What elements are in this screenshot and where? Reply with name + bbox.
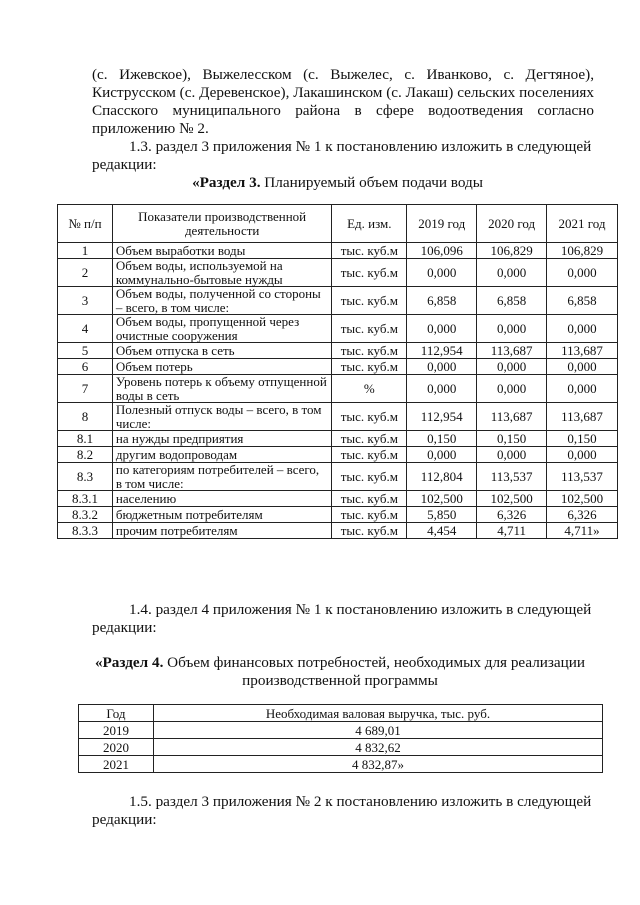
row-num: 5 — [58, 343, 113, 359]
row-2019: 6,858 — [407, 287, 477, 315]
row-2021: 113,687 — [547, 403, 618, 431]
row-2020: 0,150 — [477, 431, 547, 447]
row-2019: 0,150 — [407, 431, 477, 447]
row-unit: тыс. куб.м — [332, 359, 407, 375]
table-row — [58, 359, 618, 375]
row-unit: тыс. куб.м — [332, 431, 407, 447]
table-row — [58, 523, 618, 539]
row-unit: тыс. куб.м — [332, 243, 407, 259]
table-row — [79, 722, 603, 739]
row-indicator: бюджетным потребителям — [112, 507, 332, 523]
row-unit: тыс. куб.м — [332, 315, 407, 343]
row-2021: 0,150 — [547, 431, 618, 447]
row-num: 8.2 — [58, 447, 113, 463]
table-row — [58, 259, 618, 287]
row-unit: тыс. куб.м — [332, 403, 407, 431]
row-2021: 6,326 — [547, 507, 618, 523]
row-unit: тыс. куб.м — [332, 447, 407, 463]
row-2019: 0,000 — [407, 359, 477, 375]
row-2019: 112,954 — [407, 343, 477, 359]
row-revenue: 4 689,01 — [153, 722, 602, 739]
intro-line-3: Спасского муниципального района в сфере водоотведения согласно — [92, 102, 594, 119]
col-header-unit: Ед. изм. — [332, 205, 407, 243]
row-2021: 102,500 — [547, 491, 618, 507]
row-2019: 4,454 — [407, 523, 477, 539]
item-1-4-line-1: 1.4. раздел 4 приложения № 1 к постановлению изложить в следующей — [129, 601, 592, 618]
row-2019: 112,954 — [407, 403, 477, 431]
row-2020: 6,326 — [477, 507, 547, 523]
row-2020: 113,687 — [477, 403, 547, 431]
row-indicator: Полезный отпуск воды – всего, в том числе: — [112, 403, 332, 431]
row-revenue: 4 832,62 — [153, 739, 602, 756]
row-indicator: Объем воды, полученной со стороны – всего, в том числе: — [112, 287, 332, 315]
row-2019: 106,096 — [407, 243, 477, 259]
section-3-heading — [57, 174, 618, 192]
intro-line-1: (с. Ижевское), Выжелесском (с. Выжелес, с. Иванково, с. Дегтяное), — [92, 66, 594, 83]
row-2019: 0,000 — [407, 315, 477, 343]
row-2021: 0,000 — [547, 375, 618, 403]
row-2020: 0,000 — [477, 259, 547, 287]
table-row — [58, 343, 618, 359]
row-num: 8.3.1 — [58, 491, 113, 507]
row-2020: 0,000 — [477, 359, 547, 375]
row-2021: 0,000 — [547, 315, 618, 343]
col-header-year: Год — [79, 705, 154, 722]
row-revenue: 4 832,87» — [153, 756, 602, 773]
row-2020: 102,500 — [477, 491, 547, 507]
table-row — [58, 375, 618, 403]
section-4-title-line-2: производственной программы — [242, 672, 438, 689]
row-2020: 106,829 — [477, 243, 547, 259]
col-header-2019: 2019 год — [407, 205, 477, 243]
row-indicator: Объем воды, пропущенной через очистные сооружения — [112, 315, 332, 343]
table-row — [58, 243, 618, 259]
table-row — [58, 463, 618, 491]
row-indicator: Объем отпуска в сеть — [112, 343, 332, 359]
table-row — [58, 507, 618, 523]
row-unit: тыс. куб.м — [332, 259, 407, 287]
row-unit: тыс. куб.м — [332, 507, 407, 523]
row-2019: 0,000 — [407, 447, 477, 463]
table-row — [79, 756, 603, 773]
col-header-2020: 2020 год — [477, 205, 547, 243]
row-2021: 0,000 — [547, 259, 618, 287]
row-unit: тыс. куб.м — [332, 287, 407, 315]
row-indicator: Уровень потерь к объему отпущенной воды в сеть — [112, 375, 332, 403]
row-unit: тыс. куб.м — [332, 491, 407, 507]
row-indicator: на нужды предприятия — [112, 431, 332, 447]
table-row — [58, 431, 618, 447]
intro-line-4: приложению № 2. — [92, 120, 209, 137]
row-2021: 113,537 — [547, 463, 618, 491]
row-2020: 4,711 — [477, 523, 547, 539]
row-2021: 6,858 — [547, 287, 618, 315]
row-indicator: Объем потерь — [112, 359, 332, 375]
row-num: 6 — [58, 359, 113, 375]
row-year: 2019 — [79, 722, 154, 739]
row-2021: 0,000 — [547, 359, 618, 375]
col-header-revenue: Необходимая валовая выручка, тыс. руб. — [153, 705, 602, 722]
table-row — [58, 447, 618, 463]
row-2021: 106,829 — [547, 243, 618, 259]
row-year: 2020 — [79, 739, 154, 756]
row-num: 8 — [58, 403, 113, 431]
section-4-heading — [70, 654, 610, 672]
item-1-3-line-1: 1.3. раздел 3 приложения № 1 к постановлению изложить в следующей — [129, 138, 592, 155]
item-1-3-line-2: редакции: — [92, 156, 157, 173]
table-row — [58, 287, 618, 315]
row-indicator: Объем воды, используемой на коммунально-бытовые нужды — [112, 259, 332, 287]
table-row — [58, 315, 618, 343]
row-2020: 113,687 — [477, 343, 547, 359]
row-num: 2 — [58, 259, 113, 287]
item-1-4-line-2: редакции: — [92, 619, 157, 636]
row-2020: 6,858 — [477, 287, 547, 315]
row-2020: 113,537 — [477, 463, 547, 491]
row-num: 8.3.2 — [58, 507, 113, 523]
row-2019: 0,000 — [407, 375, 477, 403]
row-year: 2021 — [79, 756, 154, 773]
row-unit: тыс. куб.м — [332, 523, 407, 539]
row-2020: 0,000 — [477, 447, 547, 463]
table-row — [79, 739, 603, 756]
item-1-5-line-2: редакции: — [92, 811, 157, 828]
row-indicator: прочим потребителям — [112, 523, 332, 539]
row-unit: тыс. куб.м — [332, 343, 407, 359]
row-indicator: по категориям потребителей – всего, в том числе: — [112, 463, 332, 491]
row-2021: 113,687 — [547, 343, 618, 359]
row-indicator: другим водопроводам — [112, 447, 332, 463]
table-row — [58, 491, 618, 507]
row-num: 4 — [58, 315, 113, 343]
row-indicator: Объем выработки воды — [112, 243, 332, 259]
row-num: 8.3.3 — [58, 523, 113, 539]
row-2020: 0,000 — [477, 375, 547, 403]
row-num: 7 — [58, 375, 113, 403]
row-2019: 0,000 — [407, 259, 477, 287]
row-2020: 0,000 — [477, 315, 547, 343]
row-num: 8.1 — [58, 431, 113, 447]
row-unit: % — [332, 375, 407, 403]
table-row — [58, 403, 618, 431]
row-2019: 112,804 — [407, 463, 477, 491]
section-4-title-line-1: Объем финансовых потребностей, необходимых для реализации — [167, 654, 586, 671]
col-header-2021: 2021 год — [547, 205, 618, 243]
row-unit: тыс. куб.м — [332, 463, 407, 491]
section-3-prefix: «Раздел 3. — [192, 174, 261, 191]
row-num: 8.3 — [58, 463, 113, 491]
intro-line-2: Киструсском (с. Деревенское), Лакашинском (с. Лакаш) сельских поселениях — [92, 84, 594, 101]
planned-water-volume-table — [57, 204, 618, 539]
row-indicator: населению — [112, 491, 332, 507]
row-2021: 4,711» — [547, 523, 618, 539]
row-2019: 5,850 — [407, 507, 477, 523]
row-num: 3 — [58, 287, 113, 315]
financial-needs-table — [78, 704, 603, 773]
row-num: 1 — [58, 243, 113, 259]
row-2019: 102,500 — [407, 491, 477, 507]
row-2021: 0,000 — [547, 447, 618, 463]
section-3-title: Планируемый объем подачи воды — [264, 174, 483, 191]
item-1-5-line-1: 1.5. раздел 3 приложения № 2 к постановлению изложить в следующей — [129, 793, 592, 810]
col-header-indicator: Показатели производственной деятельности — [112, 205, 332, 243]
col-header-num: № п/п — [58, 205, 113, 243]
section-4-prefix: «Раздел 4. — [94, 654, 164, 671]
